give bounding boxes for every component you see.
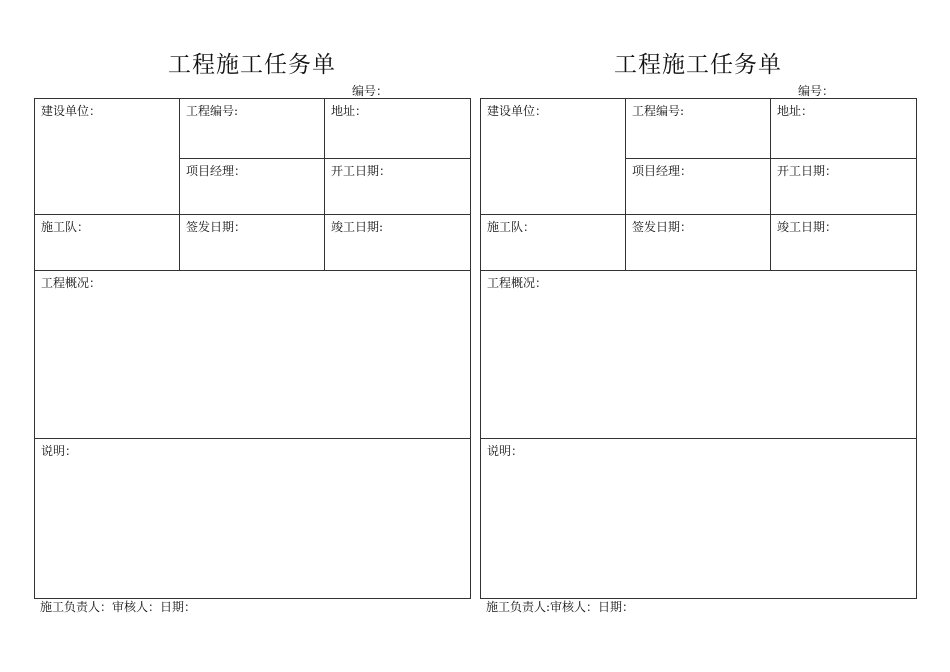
- start-date-label: 开工日期：: [777, 164, 838, 178]
- project-overview-label: 工程概况：: [487, 276, 548, 290]
- construction-team-cell[interactable]: [481, 215, 626, 271]
- serial-number-label: 编号：: [798, 84, 835, 98]
- construction-unit-cell[interactable]: [481, 99, 626, 215]
- completion-date-cell[interactable]: [325, 215, 471, 271]
- construction-team-label: 施工队：: [487, 220, 536, 234]
- completion-date-cell[interactable]: [771, 215, 917, 271]
- construction-team-cell[interactable]: [35, 215, 180, 271]
- issue-date-cell[interactable]: [626, 215, 771, 271]
- issue-date-cell[interactable]: [180, 215, 325, 271]
- construction-unit-label: 建设单位：: [41, 104, 102, 118]
- project-overview-cell[interactable]: [35, 271, 471, 439]
- project-number-cell[interactable]: [626, 99, 771, 159]
- project-manager-label: 项目经理：: [632, 164, 693, 178]
- start-date-cell[interactable]: [771, 159, 917, 215]
- address-label: 地址：: [331, 104, 368, 118]
- signature-line: 施工负责人：审核人：日期：: [40, 600, 197, 614]
- form-title: 工程施工任务单: [168, 52, 336, 78]
- project-manager-cell[interactable]: [626, 159, 771, 215]
- notes-cell[interactable]: [481, 439, 917, 599]
- construction-team-label: 施工队：: [41, 220, 90, 234]
- project-number-label: 工程编号:: [186, 104, 239, 118]
- signature-line: 施工负责人:审核人：日期：: [486, 600, 635, 614]
- construction-unit-label: 建设单位：: [487, 104, 548, 118]
- construction-unit-cell[interactable]: [35, 99, 180, 215]
- task-form-left: [34, 0, 470, 672]
- task-form-right: [480, 0, 916, 672]
- issue-date-label: 签发日期：: [186, 220, 247, 234]
- form-title: 工程施工任务单: [614, 52, 782, 78]
- notes-cell[interactable]: [35, 439, 471, 599]
- issue-date-label: 签发日期：: [632, 220, 693, 234]
- start-date-label: 开工日期：: [331, 164, 392, 178]
- project-number-cell[interactable]: [180, 99, 325, 159]
- notes-label: 说明：: [41, 444, 78, 458]
- completion-date-label: 竣工日期:: [331, 220, 384, 234]
- start-date-cell[interactable]: [325, 159, 471, 215]
- serial-number-label: 编号：: [352, 84, 389, 98]
- form-table: [34, 98, 471, 599]
- project-manager-label: 项目经理：: [186, 164, 247, 178]
- address-label: 地址：: [777, 104, 814, 118]
- project-number-label: 工程编号:: [632, 104, 685, 118]
- address-cell[interactable]: [771, 99, 917, 159]
- completion-date-label: 竣工日期：: [777, 220, 838, 234]
- project-overview-label: 工程概况：: [41, 276, 102, 290]
- address-cell[interactable]: [325, 99, 471, 159]
- form-table: [480, 98, 917, 599]
- project-manager-cell[interactable]: [180, 159, 325, 215]
- notes-label: 说明：: [487, 444, 524, 458]
- project-overview-cell[interactable]: [481, 271, 917, 439]
